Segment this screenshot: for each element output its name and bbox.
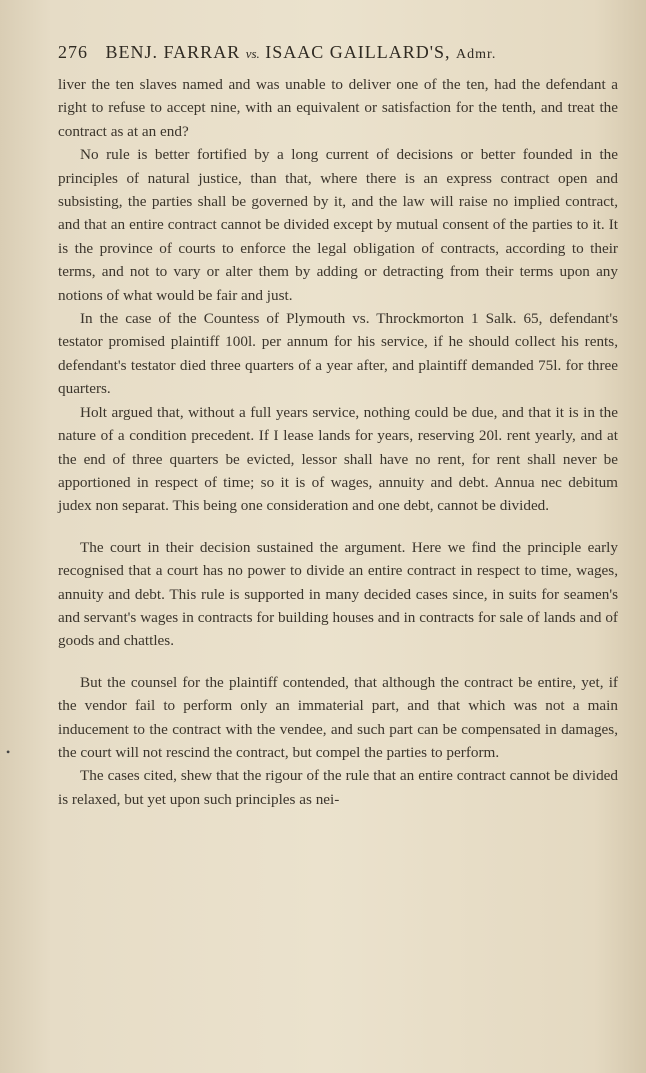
paragraph-2: No rule is better fortified by a long current of decisions or better founded in the principles of natural justice, than that, where there is an express contract open and subsisting, the parties shall be governed by it, and the law will raise no implied contract, and that an entire contract cannot be divided except by mutual consent of the parties to it. It is the province of courts to enforce the legal obligation of contracts, according to their terms, and not to vary or alter them by adding or detracting from their terms upon any notions of what would be fair and just.: [58, 146, 618, 304]
paragraph-3: In the case of the Countess of Plymouth vs. Throckmorton 1 Salk. 65, defendant's testator promised plaintiff 100l. per annum for his service, if he should collect his rents, defendant's testator died three quarters of a year after, and plaintiff demanded 75l. for three quarters.: [58, 310, 618, 398]
book-page: [58, 42, 618, 811]
defendant-name: ISAAC GAILLARD'S,: [265, 42, 451, 62]
margin-mark: •: [6, 745, 11, 759]
paragraph-1: liver the ten slaves named and was unable to deliver one of the ten, had the defendant a right to refuse to accept nine, with an equivalent or satisfaction for the tenth, and treat the contract as at an end?: [58, 76, 618, 140]
paragraph-4: Holt argued that, without a full years service, nothing could be due, and that it is in the nature of a condition precedent. If I lease lands for years, reserving 20l. rent yearly, and at the end of three quarters be evicted, lessor shall have no rent, for rent shall never be apportioned in respect of time; so it is of wages, annuity and debt. Annua nec debitum judex non separat. This being one consideration and one debt, cannot be divided.: [58, 403, 618, 515]
administrator-abbrev: Admr.: [456, 47, 497, 62]
paragraph-7: The cases cited, shew that the rigour of the rule that an entire contract cannot be divided is relaxed, but yet upon such principles as nei-: [58, 767, 618, 808]
running-head: [58, 42, 618, 63]
paragraph-5: The court in their decision sustained the argument. Here we find the principle early recognised that a court has no power to divide an entire contract in respect to time, wages, annuity and debt. This rule is supported in many decided cases since, in suits for seamen's and servant's wages in contracts for building houses and in contracts for sale of lands and of goods and chattles.: [58, 538, 618, 650]
paragraph-6: But the counsel for the plaintiff contended, that although the contract be entire, yet, if the vendor fail to perform only an immaterial part, and that which was not a main inducement to the contract with the vendee, and such part can be compensated in damages, the court will not rescind the contract, but compel the parties to perform.: [58, 673, 618, 761]
versus-label: vs.: [245, 46, 260, 61]
page-number: 276: [58, 42, 88, 62]
case-title: BENJ. FARRAR: [105, 42, 241, 62]
